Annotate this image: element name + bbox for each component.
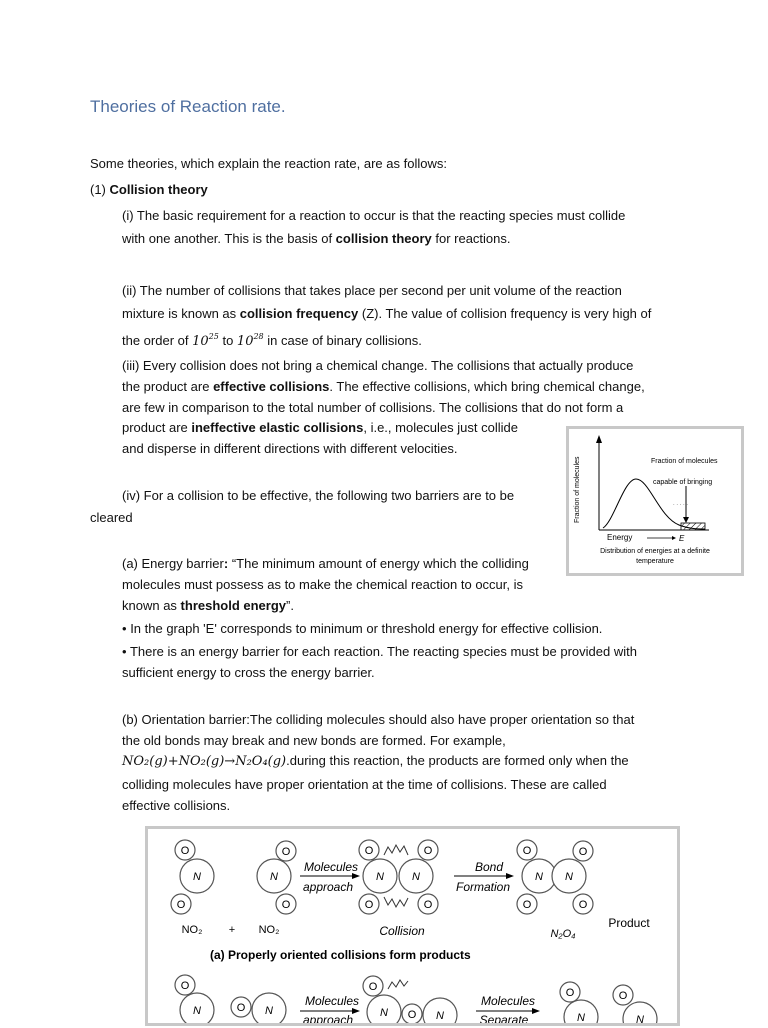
bold-term: ineffective elastic collisions <box>191 420 364 435</box>
bold-term: threshold energy <box>180 598 287 613</box>
bullet-text: There is an energy barrier for each reaction. The reacting species must be provided with <box>129 644 637 659</box>
atom-label: N <box>193 1005 201 1017</box>
bullet-item <box>122 621 602 637</box>
distribution-curve <box>603 479 705 529</box>
para-iii-line5: and disperse in different directions with different velocities. <box>122 441 458 456</box>
para-i-line2 <box>122 231 511 247</box>
graph-x-label: Energy <box>607 533 633 542</box>
bullet-text: In the graph 'E' corresponds to minimum or threshold energy for effective collision. <box>130 621 603 636</box>
section-title: Collision theory <box>109 182 208 197</box>
step-label-bond: Bond <box>474 860 504 874</box>
atom-label: O <box>364 845 374 857</box>
para-iii-line1: (iii) Every collision does not bring a chemical change. The collisions that actually produce <box>122 358 634 373</box>
bold-colon: : <box>223 556 229 571</box>
bullet-item <box>122 644 637 660</box>
label-plus: + <box>228 924 236 936</box>
label-product: Product <box>608 916 650 930</box>
para-b-line3 <box>122 753 629 770</box>
bold-term: effective collisions <box>213 379 330 394</box>
text-span: (a) Energy barrier <box>122 556 224 571</box>
label-no2: NO₂ <box>258 924 280 936</box>
graph-y-label: Fraction of molecules <box>574 456 581 523</box>
collision-spark-icon <box>388 980 408 989</box>
power-base: 10 <box>236 334 254 349</box>
power-2 <box>237 334 264 349</box>
text-span: “The minimum amount of energy which the colliding <box>228 556 529 571</box>
text-span: the product are <box>122 379 214 394</box>
bold-term: collision theory <box>335 231 432 246</box>
step-label-separate: Molecules <box>480 994 536 1008</box>
para-b-line1: (b) Orientation barrier:The colliding molecules should also have proper orientation so that <box>122 712 635 727</box>
para-iv-line1: (iv) For a collision to be effective, the following two barriers are to be <box>122 488 515 503</box>
x-label-arrow <box>672 536 676 540</box>
text-span: ”. <box>286 598 294 613</box>
atom-label: O <box>364 899 374 911</box>
para-a-line1 <box>122 556 529 572</box>
graph-caption-line1: Distribution of energies at a definite <box>600 548 710 555</box>
shaded-area <box>681 523 705 530</box>
graph-caption-line2: temperature <box>636 558 674 565</box>
atom-label: O <box>578 899 588 911</box>
atom-label: O <box>281 846 291 858</box>
atom-label: O <box>423 845 433 857</box>
ineffective-collision <box>363 976 457 1023</box>
atom-label: O <box>180 980 190 992</box>
atom-label: N <box>265 1005 273 1017</box>
text-span: .during this reaction, the products are formed only when the <box>286 753 629 768</box>
atom-label: O <box>180 845 190 857</box>
collision-orientation-figure <box>145 826 680 1026</box>
atom-label: N <box>436 1010 444 1022</box>
text-span: known as <box>122 598 181 613</box>
step-label-bond: Formation <box>455 880 511 894</box>
atom-label: N <box>565 871 573 883</box>
separated-molecules <box>560 982 657 1023</box>
atom-label: O <box>423 899 433 911</box>
para-iii-line3: are few in comparison to the total number of collisions. The collisions that do not form a <box>122 400 624 415</box>
step-label-approach-2: approach <box>302 1013 354 1023</box>
para-i-line1: (i) The basic requirement for a reaction to occur is that the reacting species must collide <box>122 208 626 223</box>
power-exponent: 28 <box>253 332 264 341</box>
step-label-approach: approach <box>302 880 354 894</box>
bullet-icon: • <box>122 644 127 659</box>
atom-label: O <box>522 899 532 911</box>
intro-text: Some theories, which explain the reaction rate, are as follows: <box>90 156 447 171</box>
power-1 <box>192 334 219 349</box>
collision-spark-icon <box>384 897 408 907</box>
atom-label: N <box>376 871 384 883</box>
text-span: mixture is known as <box>122 306 240 321</box>
label-n2o4: N₂O₄ <box>550 928 576 940</box>
atom-label: N <box>636 1014 644 1023</box>
text-span: for reactions. <box>431 231 511 246</box>
graph-dots: . . . . . <box>673 501 689 507</box>
text-span: with one another. This is the basis of <box>122 231 336 246</box>
text-span: . The effective collisions, which bring chemical change, <box>329 379 645 394</box>
graph-e-label: E <box>679 534 685 543</box>
para-ii-line2 <box>122 306 651 322</box>
n2o4-molecule <box>517 840 593 914</box>
pointer-arrow <box>683 517 689 523</box>
graph-label-capable: capable of bringing <box>653 479 713 486</box>
atom-label: O <box>565 987 575 999</box>
atom-label: N <box>270 871 278 883</box>
power-base: 10 <box>192 334 209 349</box>
label-collision: Collision <box>379 924 425 938</box>
para-iii-line4 <box>122 420 518 436</box>
atom-label: O <box>618 990 628 1002</box>
para-a-line2: molecules must possess as to make the chemical reaction to occur, is <box>122 577 524 592</box>
para-b-line5: effective collisions. <box>122 798 231 813</box>
atom-label: O <box>236 1002 246 1014</box>
para-b-line4: colliding molecules have proper orientation at the time of collisions. These are called <box>122 777 607 792</box>
no2-molecule-4 <box>231 993 286 1023</box>
atom-label: O <box>281 899 291 911</box>
step-label-separate: Separate <box>479 1013 529 1023</box>
page-title: Theories of Reaction rate. <box>90 97 286 116</box>
graph-label-fraction: Fraction of molecules <box>651 458 718 465</box>
para-iii-line2 <box>122 379 645 395</box>
atom-label: N <box>412 871 420 883</box>
text-span: product are <box>122 420 192 435</box>
para-iv-line2: cleared <box>90 510 133 525</box>
collision-spark-icon <box>384 845 408 855</box>
atom-label: N <box>380 1007 388 1019</box>
collision-complex <box>359 840 438 914</box>
atom-label: N <box>577 1012 585 1023</box>
bold-term: collision frequency <box>239 306 359 321</box>
arrow-icon <box>532 1008 540 1014</box>
text-span: (Z). The value of collision frequency is very high of <box>358 306 652 321</box>
atom-label: O <box>578 846 588 858</box>
atom-label: O <box>407 1009 417 1021</box>
para-b-line2: the old bonds may break and new bonds are formed. For example, <box>122 733 506 748</box>
section-heading <box>90 182 208 198</box>
no2-molecule-3 <box>175 975 214 1023</box>
atom-label: N <box>193 871 201 883</box>
section-number: (1) <box>90 182 110 197</box>
energy-distribution-graph <box>569 429 741 573</box>
atom-label: O <box>176 899 186 911</box>
label-no2: NO₂ <box>181 924 203 936</box>
collision-diagram <box>148 829 677 1023</box>
energy-distribution-figure <box>566 426 744 576</box>
atom-label: O <box>522 845 532 857</box>
text-span: in case of binary collisions. <box>263 333 422 348</box>
arrow-icon <box>506 873 514 879</box>
no2-molecule-2 <box>257 841 296 914</box>
step-label-approach: Molecules <box>303 860 359 874</box>
bullet-icon: • <box>122 621 127 636</box>
para-ii-line1: (ii) The number of collisions that takes place per second per unit volume of the reaction <box>122 283 622 298</box>
y-axis-arrow <box>596 435 602 443</box>
text-span: to <box>218 333 237 348</box>
power-exponent: 25 <box>208 332 219 341</box>
reaction-equation: NO₂(g)+NO₂(g)→N₂O₄(g) <box>122 754 287 769</box>
atom-label: N <box>535 871 543 883</box>
diagram-caption-a: (a) Properly oriented collisions form products <box>210 948 471 962</box>
no2-molecule-1 <box>171 840 214 914</box>
para-ii-line3 <box>122 329 422 350</box>
arrow-icon <box>352 1008 360 1014</box>
step-label-approach-2: Molecules <box>304 994 360 1008</box>
text-span: , i.e., molecules just collide <box>363 420 518 435</box>
atom-label: O <box>368 981 378 993</box>
para-a-line3 <box>122 598 294 614</box>
bullet-text-cont: sufficient energy to cross the energy barrier. <box>122 665 375 680</box>
text-span: the order of <box>122 333 193 348</box>
